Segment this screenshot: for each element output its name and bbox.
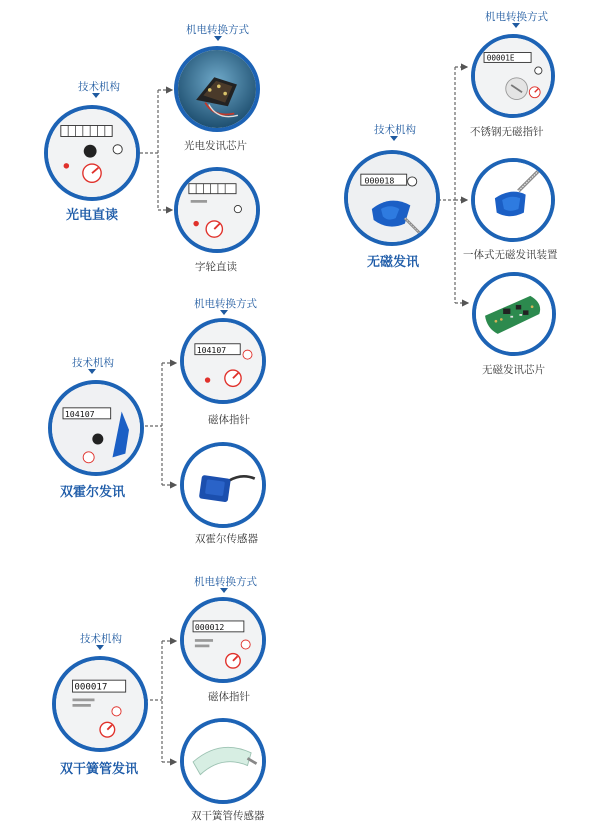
item-caption: 磁体指针 (208, 414, 250, 426)
reed-sensor-icon (184, 722, 262, 800)
water-meter-icon (184, 322, 262, 400)
stainless-pointer-image (471, 34, 555, 118)
water-meter-icon (348, 154, 436, 242)
water-meter-image (344, 150, 440, 246)
water-meter-image (52, 656, 148, 752)
water-meter-icon (48, 109, 136, 197)
water-meter-image (44, 105, 140, 201)
reed-sensor-image (180, 718, 266, 804)
tech-label: 技术机构 (78, 81, 120, 93)
water-meter-icon (52, 384, 140, 472)
circuit-board-icon (476, 276, 552, 352)
hall-sensor-image (180, 442, 266, 528)
down-arrow-icon (96, 645, 104, 650)
svg-text:000017: 000017 (74, 681, 108, 693)
down-arrow-icon (220, 588, 228, 593)
item-caption: 磁体指针 (208, 691, 250, 703)
svg-text:104107: 104107 (196, 344, 227, 355)
item-caption: 光电发讯芯片 (184, 140, 247, 152)
group-title: 双干簧管发讯 (60, 762, 139, 777)
conversion-label: 机电转换方式 (194, 298, 257, 310)
water-meter-icon (178, 171, 256, 249)
svg-text:00001E: 00001E (486, 53, 515, 63)
conversion-label: 机电转换方式 (485, 11, 548, 23)
hall-sensor-icon (184, 446, 262, 524)
svg-text:000018: 000018 (364, 175, 395, 186)
down-arrow-icon (88, 369, 96, 374)
magnet-pointer-image (180, 318, 266, 404)
conversion-label: 机电转换方式 (194, 576, 257, 588)
digit-wheel-image (174, 167, 260, 253)
wireless-device-icon (475, 162, 551, 238)
tech-label: 技术机构 (72, 357, 114, 369)
down-arrow-icon (220, 310, 228, 315)
item-caption: 双霍尔传感器 (195, 533, 258, 545)
down-arrow-icon (92, 93, 100, 98)
svg-text:104107: 104107 (64, 409, 95, 419)
down-arrow-icon (214, 36, 222, 41)
item-caption: 双干簧管传感器 (191, 810, 265, 822)
tech-label: 技术机构 (374, 124, 416, 136)
wireless-device-image (471, 158, 555, 242)
group-title: 无磁发讯 (367, 255, 420, 270)
photo-chip-image (174, 46, 260, 132)
group-title: 光电直读 (66, 208, 119, 223)
stainless-pointer-icon (475, 38, 551, 114)
circuit-board-image (472, 272, 556, 356)
down-arrow-icon (512, 23, 520, 28)
item-caption: 不锈钢无磁指针 (470, 126, 544, 138)
water-meter-image (48, 380, 144, 476)
magnet-pointer-image (180, 597, 266, 683)
conversion-label: 机电转换方式 (186, 24, 249, 36)
tech-label: 技术机构 (80, 633, 122, 645)
water-meter-icon (56, 660, 144, 748)
svg-text:000012: 000012 (194, 622, 225, 633)
down-arrow-icon (390, 136, 398, 141)
item-caption: 无磁发讯芯片 (482, 364, 545, 376)
item-caption: 一体式无磁发讯装置 (463, 249, 558, 261)
water-meter-icon (184, 601, 262, 679)
group-title: 双霍尔发讯 (60, 485, 126, 500)
item-caption: 字轮直读 (195, 261, 237, 273)
photo-chip-icon (178, 50, 256, 128)
